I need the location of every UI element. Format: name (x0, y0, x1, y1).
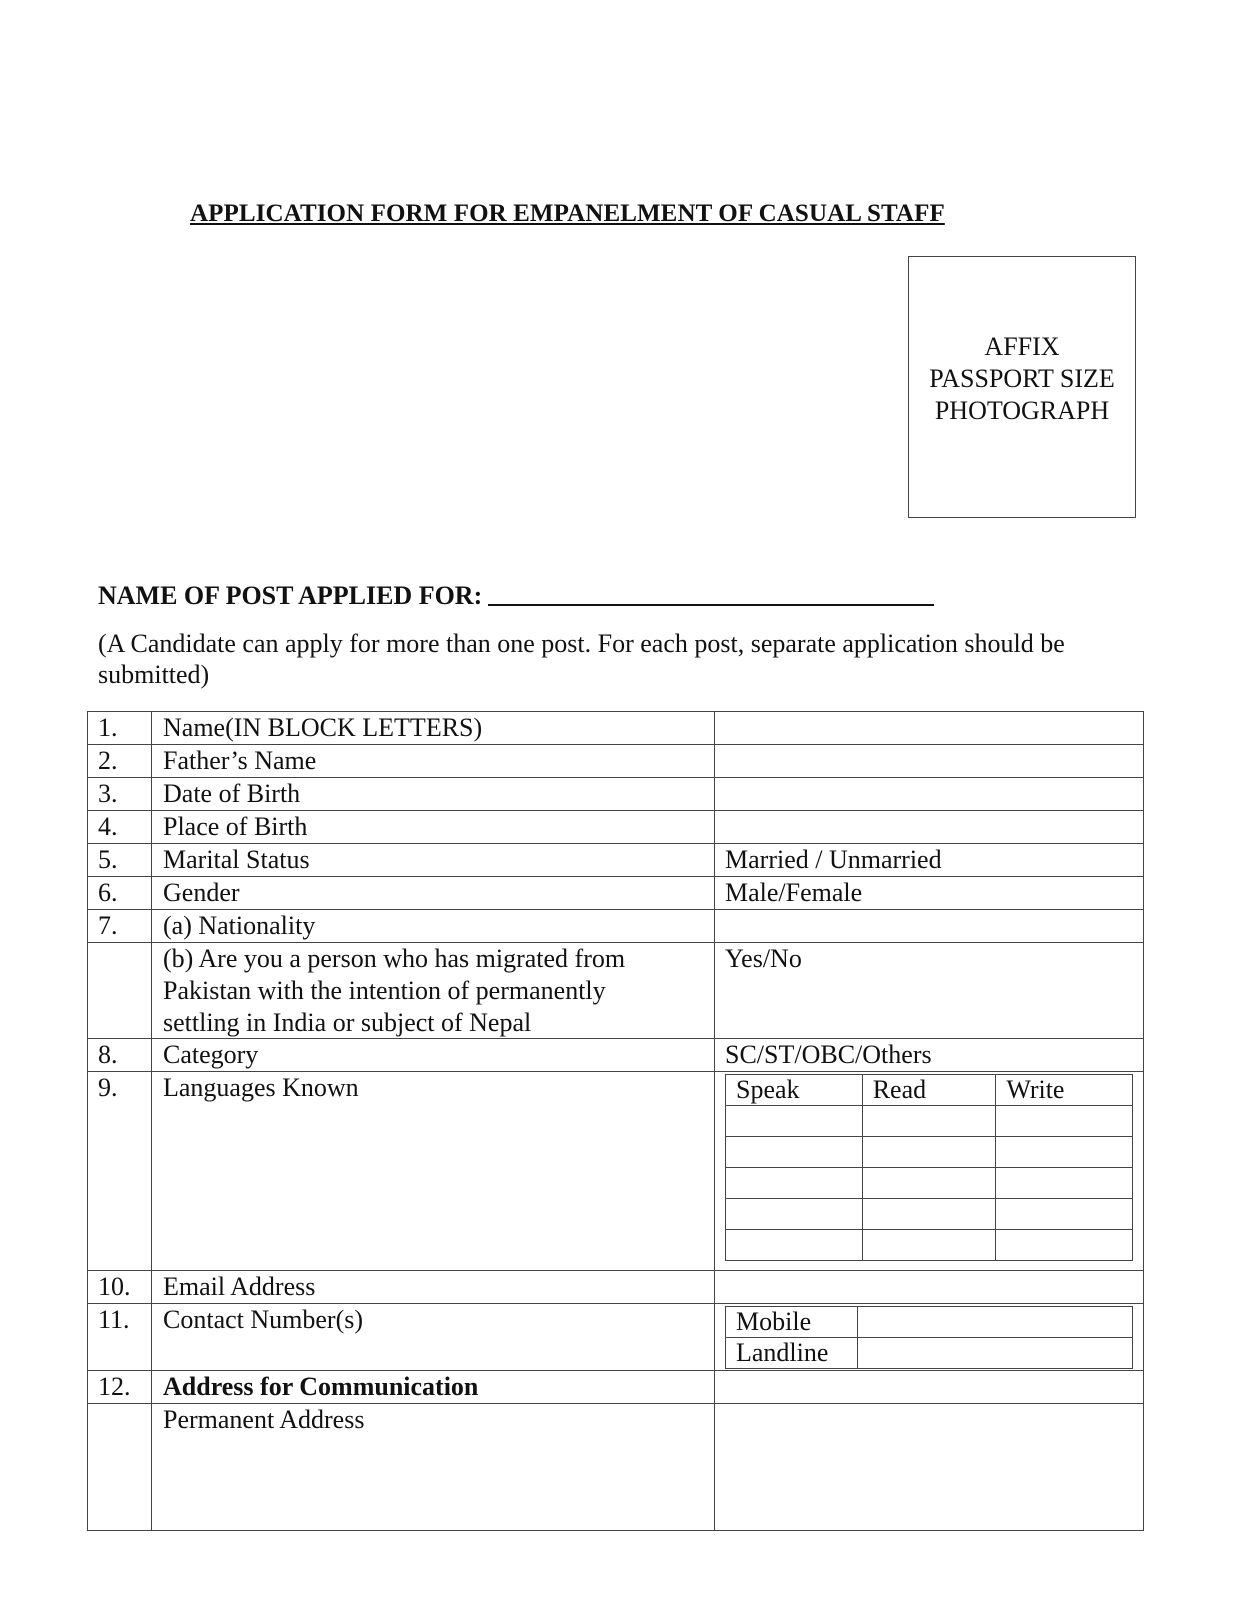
read-cell[interactable] (862, 1199, 996, 1230)
row-number: 9. (88, 1072, 152, 1270)
landline-label: Landline (726, 1338, 858, 1369)
languages-cell (715, 1072, 1143, 1270)
communication-address-field[interactable] (715, 1371, 1143, 1403)
read-cell[interactable] (862, 1137, 996, 1168)
mobile-field[interactable] (857, 1307, 1132, 1338)
nationality-field[interactable] (715, 910, 1143, 942)
contact-row (726, 1338, 1133, 1369)
row-number (88, 1404, 152, 1530)
table-row (88, 744, 1143, 777)
row-number: 8. (88, 1039, 152, 1071)
table-row (88, 712, 1143, 744)
table-row (88, 777, 1143, 810)
permanent-address-field[interactable] (715, 1404, 1143, 1530)
marital-status-field[interactable]: Married / Unmarried (725, 845, 942, 874)
row-label: Contact Number(s) (152, 1304, 715, 1370)
table-row (88, 810, 1143, 843)
instruction-note: (A Candidate can apply for more than one post. For each post, separate application should be submitted) (98, 629, 1065, 689)
contact-cell (715, 1304, 1143, 1370)
table-row (88, 876, 1143, 909)
photo-box-line: AFFIX (984, 332, 1060, 361)
write-cell[interactable] (996, 1230, 1133, 1261)
row-number: 2. (88, 745, 152, 777)
table-row (88, 843, 1143, 876)
category-field[interactable]: SC/ST/OBC/Others (725, 1040, 932, 1069)
row-label: Languages Known (152, 1072, 715, 1270)
post-applied-label: NAME OF POST APPLIED FOR: (98, 581, 483, 610)
row-number: 1. (88, 712, 152, 744)
row-number: 7. (88, 910, 152, 942)
row-label: Gender (152, 877, 715, 909)
write-cell[interactable] (996, 1106, 1133, 1137)
row-label: Place of Birth (152, 811, 715, 843)
languages-table (725, 1074, 1133, 1261)
read-cell[interactable] (862, 1168, 996, 1199)
contact-row (726, 1307, 1133, 1338)
speak-cell[interactable] (726, 1168, 863, 1199)
photo-box-line: PASSPORT SIZE (929, 364, 1115, 393)
post-applied-blank[interactable] (488, 578, 934, 606)
row-number: 11. (88, 1304, 152, 1370)
read-cell[interactable] (862, 1106, 996, 1137)
speak-header: Speak (726, 1075, 863, 1106)
write-cell[interactable] (996, 1168, 1133, 1199)
table-row (88, 909, 1143, 942)
mobile-label: Mobile (726, 1307, 858, 1338)
post-applied-row (98, 576, 934, 611)
languages-row (726, 1106, 1133, 1137)
photo-box-line: PHOTOGRAPH (934, 396, 1110, 425)
contact-table (725, 1306, 1133, 1369)
speak-cell[interactable] (726, 1199, 863, 1230)
table-row (88, 1403, 1143, 1530)
read-header: Read (862, 1075, 996, 1106)
row-label: (b) Are you a person who has migrated from Pakistan with the intention of permanently settling in India or subject of Nepal (152, 943, 715, 1038)
row-number: 6. (88, 877, 152, 909)
row-label: Name(IN BLOCK LETTERS) (152, 712, 715, 744)
table-row (88, 1270, 1143, 1303)
table-row (88, 1370, 1143, 1403)
write-header: Write (996, 1075, 1133, 1106)
write-cell[interactable] (996, 1137, 1133, 1168)
row-number: 12. (88, 1371, 152, 1403)
row-label: Marital Status (152, 844, 715, 876)
landline-field[interactable] (857, 1338, 1132, 1369)
languages-row (726, 1168, 1133, 1199)
photo-box (908, 256, 1136, 518)
email-field[interactable] (715, 1271, 1143, 1303)
table-row (88, 942, 1143, 1038)
migration-field[interactable]: Yes/No (725, 944, 802, 973)
row-number: 3. (88, 778, 152, 810)
form-title: APPLICATION FORM FOR EMPANELMENT OF CASUAL STAFF (190, 200, 945, 227)
languages-row (726, 1230, 1133, 1261)
row-label: Address for Communication (152, 1371, 715, 1403)
fathers-name-field[interactable] (715, 745, 1143, 777)
table-row (88, 1303, 1143, 1370)
place-of-birth-field[interactable] (715, 811, 1143, 843)
row-number: 5. (88, 844, 152, 876)
name-field[interactable] (715, 712, 1143, 744)
row-number (88, 943, 152, 1038)
row-label: Category (152, 1039, 715, 1071)
row-label: Permanent Address (152, 1404, 715, 1530)
row-label: Date of Birth (152, 778, 715, 810)
table-row (88, 1071, 1143, 1270)
languages-header-row (726, 1075, 1133, 1106)
row-number: 4. (88, 811, 152, 843)
row-label: (a) Nationality (152, 910, 715, 942)
application-table (87, 711, 1144, 1531)
row-label: Email Address (152, 1271, 715, 1303)
languages-row (726, 1137, 1133, 1168)
speak-cell[interactable] (726, 1137, 863, 1168)
row-number: 10. (88, 1271, 152, 1303)
languages-row (726, 1199, 1133, 1230)
row-label: Father’s Name (152, 745, 715, 777)
date-of-birth-field[interactable] (715, 778, 1143, 810)
write-cell[interactable] (996, 1199, 1133, 1230)
table-row (88, 1038, 1143, 1071)
read-cell[interactable] (862, 1230, 996, 1261)
gender-field[interactable]: Male/Female (725, 878, 863, 907)
speak-cell[interactable] (726, 1106, 863, 1137)
speak-cell[interactable] (726, 1230, 863, 1261)
